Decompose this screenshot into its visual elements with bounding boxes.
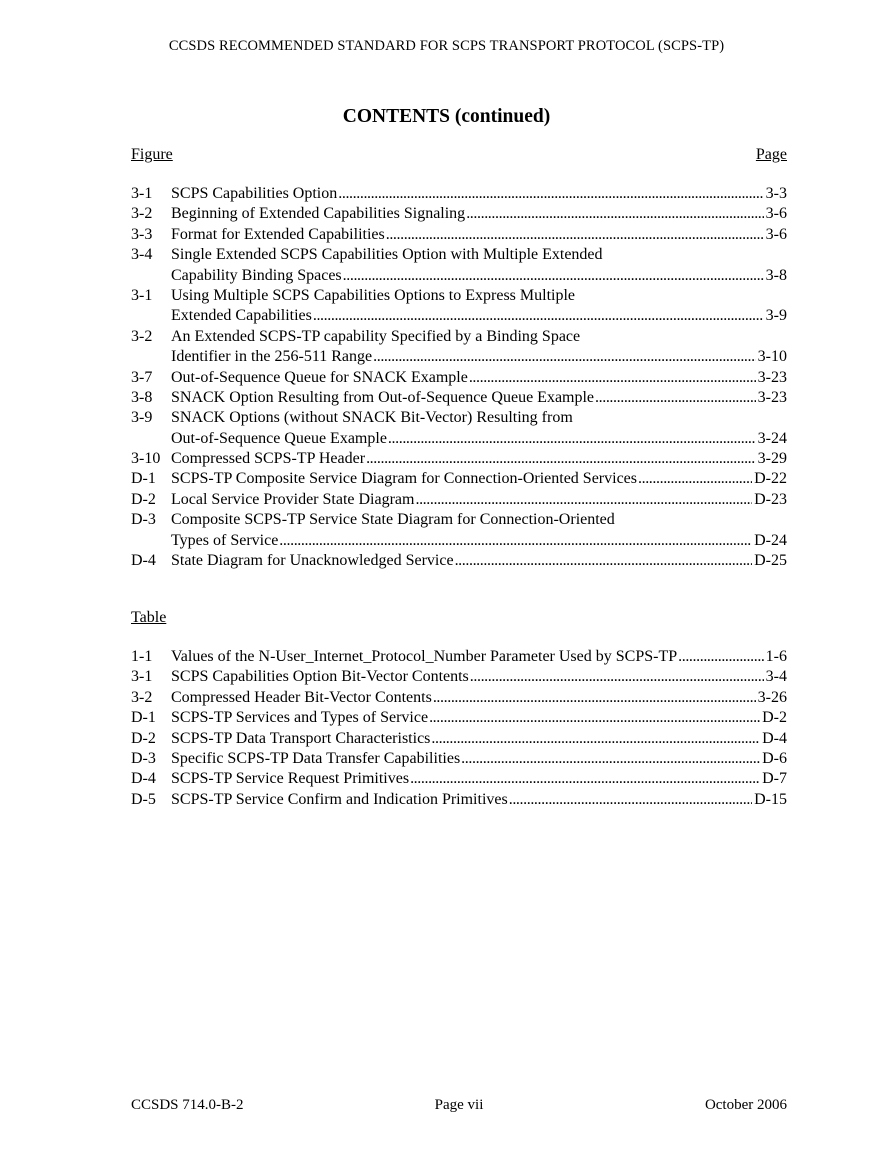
figure-entry-title: SNACK Option Resulting from Out-of-Sequence Queue Example [171, 388, 595, 406]
figure-entry-number: D-1 [131, 470, 156, 488]
figure-entry-page: 3-23 [757, 368, 787, 386]
figure-entry-title: SCPS-TP Composite Service Diagram for Connection-Oriented Services [171, 470, 637, 488]
figure-entry-number: 3-4 [131, 246, 153, 264]
table-entry-title: SCPS-TP Service Confirm and Indication Primitives [171, 790, 508, 808]
figure-entry-number: 3-3 [131, 225, 153, 243]
figure-entry[interactable] [131, 245, 787, 286]
figure-entry-number: 3-2 [131, 327, 153, 345]
figure-entry-number: 3-2 [131, 205, 153, 223]
table-entry-number: D-3 [131, 749, 156, 767]
table-entry[interactable] [131, 790, 787, 810]
figure-entry[interactable] [131, 469, 787, 489]
table-entry[interactable] [131, 729, 787, 749]
dot-leader [455, 551, 753, 571]
figure-entry-page: 3-6 [765, 205, 787, 223]
figure-entry-page: 3-10 [757, 348, 787, 366]
figure-entry-number: 3-1 [131, 286, 153, 304]
dot-leader [410, 769, 760, 789]
running-header: CCSDS RECOMMENDED STANDARD FOR SCPS TRANSPORT PROTOCOL (SCPS-TP) [168, 38, 725, 54]
page-heading-label: Page [755, 146, 787, 163]
table-entry-page: D-2 [762, 709, 787, 727]
figure-entry-title: Local Service Provider State Diagram [171, 490, 415, 508]
figure-entry-title: Extended Capabilities [171, 307, 312, 325]
figure-list-heading [131, 146, 787, 164]
figure-entry-title: Single Extended SCPS Capabilities Option with Multiple Extended [171, 246, 603, 264]
dot-leader [388, 429, 756, 449]
figure-entry-title: Beginning of Extended Capabilities Signaling [171, 205, 466, 223]
table-heading-label: Table [131, 609, 167, 626]
table-entry-page: 3-4 [765, 668, 787, 686]
footer-page-number: Page vii [434, 1097, 484, 1113]
table-entry-page: 3-26 [757, 688, 787, 706]
table-entry-number: D-4 [131, 770, 156, 788]
dot-leader [313, 306, 764, 326]
dot-leader [678, 647, 764, 667]
figure-entry-number: D-2 [131, 490, 156, 508]
table-entry-page: D-6 [762, 749, 787, 767]
table-entry-title: SCPS-TP Service Request Primitives [171, 770, 410, 788]
figure-entry[interactable] [131, 551, 787, 571]
figure-entry-page: 3-29 [757, 450, 787, 468]
figure-entry-page: D-25 [754, 552, 787, 570]
figure-entry-title: An Extended SCPS-TP capability Specified by a Binding Space [171, 327, 581, 345]
table-entry-number: D-5 [131, 790, 156, 808]
figure-entry-number: 3-8 [131, 388, 153, 406]
figure-entry[interactable] [131, 510, 787, 551]
table-entry[interactable] [131, 667, 787, 687]
dot-leader [431, 729, 760, 749]
dot-leader [279, 531, 752, 551]
footer-date: October 2006 [704, 1097, 787, 1113]
figure-entry[interactable] [131, 408, 787, 449]
figure-list [131, 184, 787, 571]
table-entry-number: 1-1 [131, 648, 153, 665]
table-entry-title: Specific SCPS-TP Data Transfer Capabilities [171, 749, 461, 767]
table-entry[interactable] [131, 647, 787, 667]
table-entry-page: D-15 [754, 790, 787, 808]
figure-entry-title: Capability Binding Spaces [171, 266, 342, 284]
table-entry-title: SCPS-TP Services and Types of Service [171, 709, 429, 727]
figure-entry-number: 3-7 [131, 368, 153, 386]
table-entry-number: 3-2 [131, 688, 153, 706]
figure-entry-page: D-22 [754, 470, 787, 488]
figure-entry[interactable] [131, 368, 787, 388]
table-entry-number: D-1 [131, 709, 156, 727]
figure-entry-title: Composite SCPS-TP Service State Diagram for Connection-Oriented [171, 511, 615, 529]
dot-leader [373, 347, 756, 367]
dot-leader [466, 204, 763, 224]
figure-entry-page: 3-6 [765, 225, 787, 243]
figure-entry-page: 3-23 [757, 388, 787, 406]
table-entry-title: SCPS-TP Data Transport Characteristics [171, 729, 431, 747]
figure-entry[interactable] [131, 327, 787, 368]
table-entry-page: D-4 [762, 729, 787, 747]
figure-entry-title: Types of Service [171, 531, 279, 549]
figure-entry-page: D-23 [754, 490, 787, 508]
figure-entry[interactable] [131, 286, 787, 327]
dot-leader [433, 688, 756, 708]
figure-entry-title: Identifier in the 256-511 Range [171, 348, 373, 366]
figure-entry-number: 3-1 [131, 185, 153, 202]
figure-entry-page: D-24 [754, 531, 787, 549]
figure-entry-title: SNACK Options (without SNACK Bit-Vector) Resulting from [171, 409, 573, 427]
dot-leader [595, 388, 756, 408]
figure-entry[interactable] [131, 225, 787, 245]
dot-leader [338, 184, 763, 204]
table-entry[interactable] [131, 769, 787, 789]
figure-entry[interactable] [131, 204, 787, 224]
figure-heading-label: Figure [131, 146, 173, 163]
figure-entry-number: D-4 [131, 552, 156, 570]
table-entry-page: 1-6 [765, 648, 787, 665]
table-entry-page: D-7 [762, 770, 787, 788]
figure-entry[interactable] [131, 449, 787, 469]
dot-leader [429, 708, 760, 728]
page-footer [131, 1097, 787, 1117]
dot-leader [509, 790, 752, 810]
dot-leader [415, 490, 752, 510]
figure-entry-page: 3-9 [765, 307, 787, 325]
figure-entry-title: Out-of-Sequence Queue Example [171, 429, 387, 447]
table-entry-title: Compressed Header Bit-Vector Contents [171, 688, 432, 706]
figure-entry-title: State Diagram for Unacknowledged Service [171, 552, 454, 570]
figure-entry[interactable] [131, 388, 787, 408]
table-list [131, 647, 787, 810]
figure-entry-page: 3-3 [765, 185, 787, 202]
dot-leader [386, 225, 764, 245]
figure-entry-page: 3-8 [765, 266, 787, 284]
figure-entry-page: 3-24 [757, 429, 787, 447]
dot-leader [469, 368, 756, 388]
figure-entry-title: Using Multiple SCPS Capabilities Options to Express Multiple [171, 286, 576, 304]
table-entry[interactable] [131, 749, 787, 769]
dot-leader [470, 667, 764, 687]
table-entry[interactable] [131, 708, 787, 728]
footer-doc-id: CCSDS 714.0-B-2 [131, 1097, 244, 1113]
figure-entry-title: Format for Extended Capabilities [171, 225, 385, 243]
figure-entry-title: Out-of-Sequence Queue for SNACK Example [171, 368, 468, 386]
table-entry-title: Values of the N-User_Internet_Protocol_Number Parameter Used by SCPS-TP [171, 648, 678, 665]
dot-leader [366, 449, 756, 469]
dot-leader [638, 469, 752, 489]
figure-entry[interactable] [131, 490, 787, 510]
figure-entry-number: D-3 [131, 511, 156, 529]
table-entry-title: SCPS Capabilities Option Bit-Vector Contents [171, 668, 469, 686]
table-list-heading [131, 609, 787, 627]
table-entry-number: 3-1 [131, 668, 153, 686]
figure-entry-number: 3-9 [131, 409, 153, 427]
dot-leader [461, 749, 760, 769]
table-entry[interactable] [131, 688, 787, 708]
figure-entry-number: 3-10 [131, 450, 161, 468]
page-title: CONTENTS (continued) [342, 106, 551, 127]
figure-entry-title: Compressed SCPS-TP Header [171, 450, 366, 468]
figure-entry-title: SCPS Capabilities Option [171, 185, 338, 202]
figure-entry[interactable] [131, 184, 787, 204]
table-entry-number: D-2 [131, 729, 156, 747]
dot-leader [343, 266, 764, 286]
